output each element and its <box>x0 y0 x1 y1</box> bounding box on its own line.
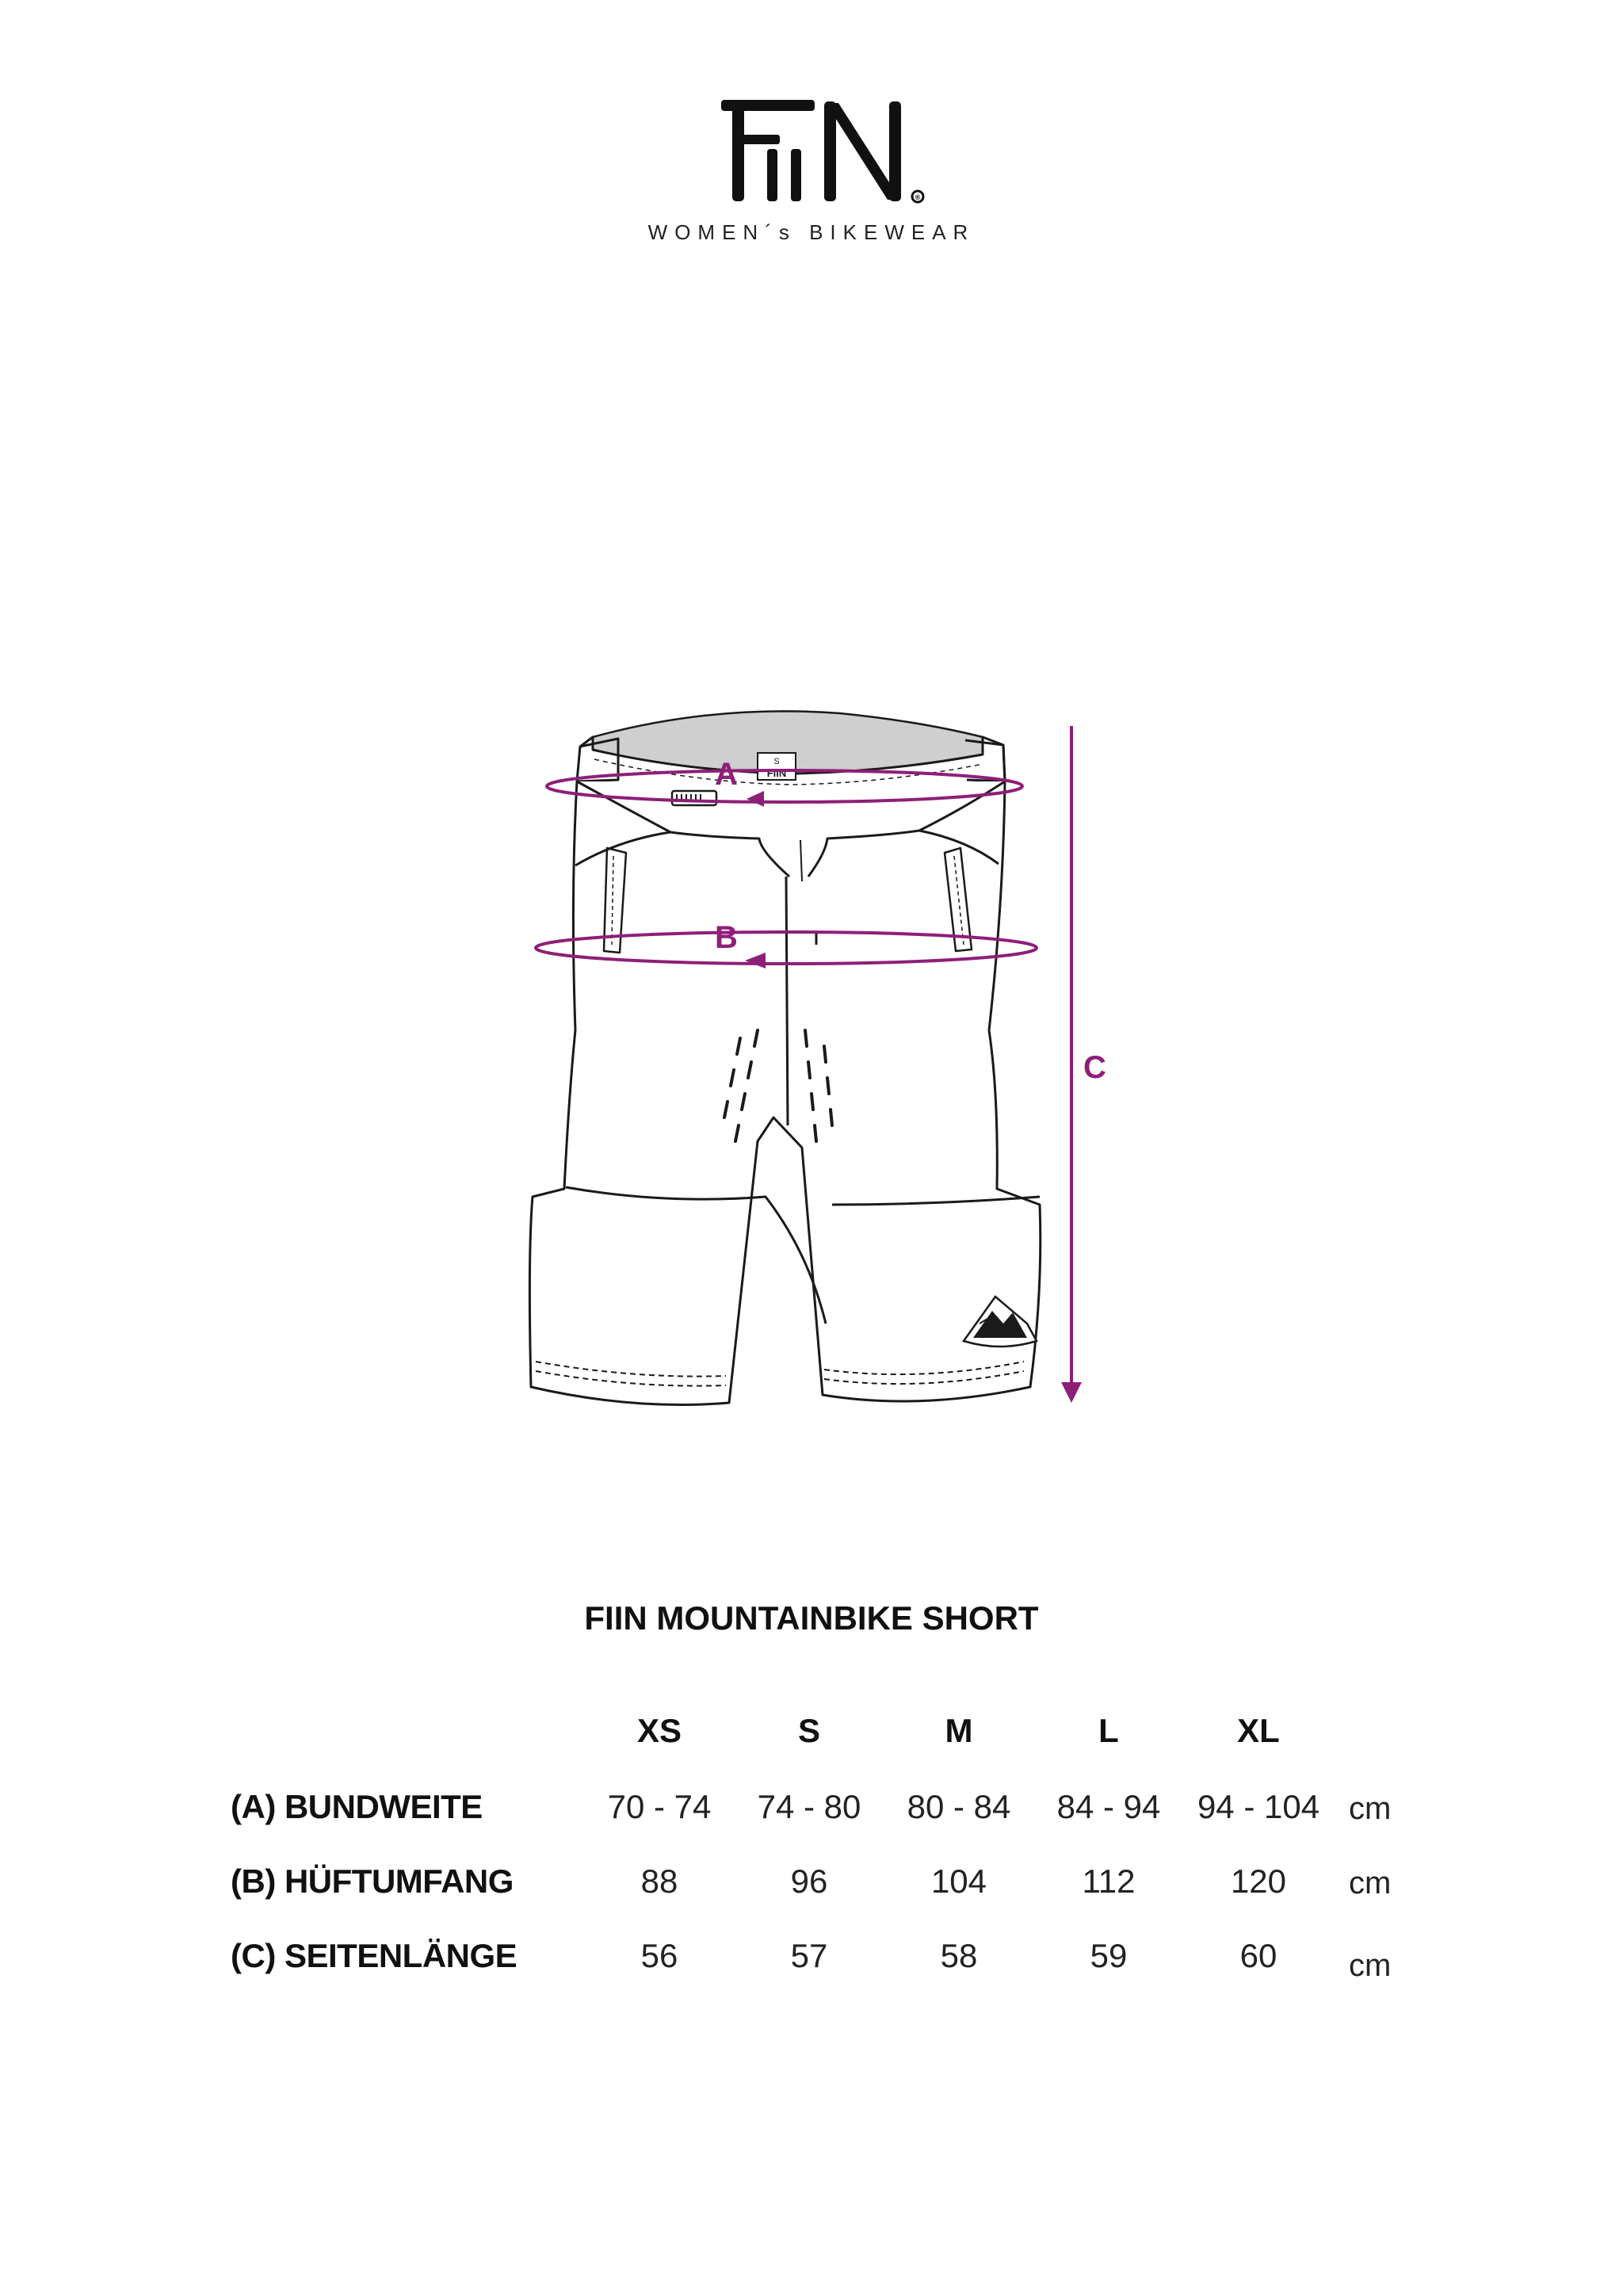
unit-a: cm <box>1349 1791 1392 1826</box>
cell-a-m: 80 - 84 <box>907 1788 1011 1825</box>
size-chart-title: FIIN MOUNTAINBIKE SHORT <box>584 1599 1039 1637</box>
cell-a-s: 74 - 80 <box>757 1788 861 1825</box>
unit-b: cm <box>1349 1866 1392 1901</box>
cell-c-m: 58 <box>940 1937 978 1974</box>
row-label-hueftumfang: (B) HÜFTUMFANG <box>231 1862 514 1900</box>
cell-a-xs: 70 - 74 <box>607 1788 712 1825</box>
row-label-seitenlaenge: (C) SEITENLÄNGE <box>231 1937 517 1974</box>
size-header-xs: XS <box>636 1712 682 1749</box>
cell-b-xl: 120 <box>1230 1862 1287 1900</box>
waist-adjuster-icon <box>672 791 716 805</box>
marker-c-label: C <box>1083 1050 1106 1085</box>
size-header-xl: XL <box>1237 1712 1280 1749</box>
svg-text:FiiN: FiiN <box>766 767 787 779</box>
cell-c-xs: 56 <box>640 1937 678 1974</box>
size-header-s: S <box>797 1712 820 1749</box>
cell-a-xl: 94 - 104 <box>1197 1788 1320 1825</box>
cell-b-m: 104 <box>930 1862 987 1900</box>
row-label-bundweite: (A) BUNDWEITE <box>231 1788 483 1825</box>
cell-b-l: 112 <box>1082 1862 1136 1900</box>
cell-b-xs: 88 <box>640 1862 678 1900</box>
size-header-m: M <box>945 1712 973 1749</box>
size-label-tag <box>758 753 796 780</box>
unit-c: cm <box>1349 1948 1392 1983</box>
brand-tagline: WOMEN´s BIKEWEAR <box>647 220 976 244</box>
fiin-logo <box>705 94 935 212</box>
cell-c-l: 59 <box>1090 1937 1128 1974</box>
marker-a-label: A <box>715 757 738 792</box>
cell-a-l: 84 - 94 <box>1056 1788 1161 1825</box>
measurement-c <box>1061 726 1082 1403</box>
registered-mark: ® <box>915 193 921 201</box>
size-header-l: L <box>1098 1712 1119 1749</box>
marker-b-label: B <box>715 920 738 955</box>
shorts-diagram <box>507 697 1109 1411</box>
cell-c-s: 57 <box>790 1937 828 1974</box>
svg-text:S: S <box>773 757 780 766</box>
cell-b-s: 96 <box>790 1862 828 1900</box>
cell-c-xl: 60 <box>1239 1937 1277 1974</box>
